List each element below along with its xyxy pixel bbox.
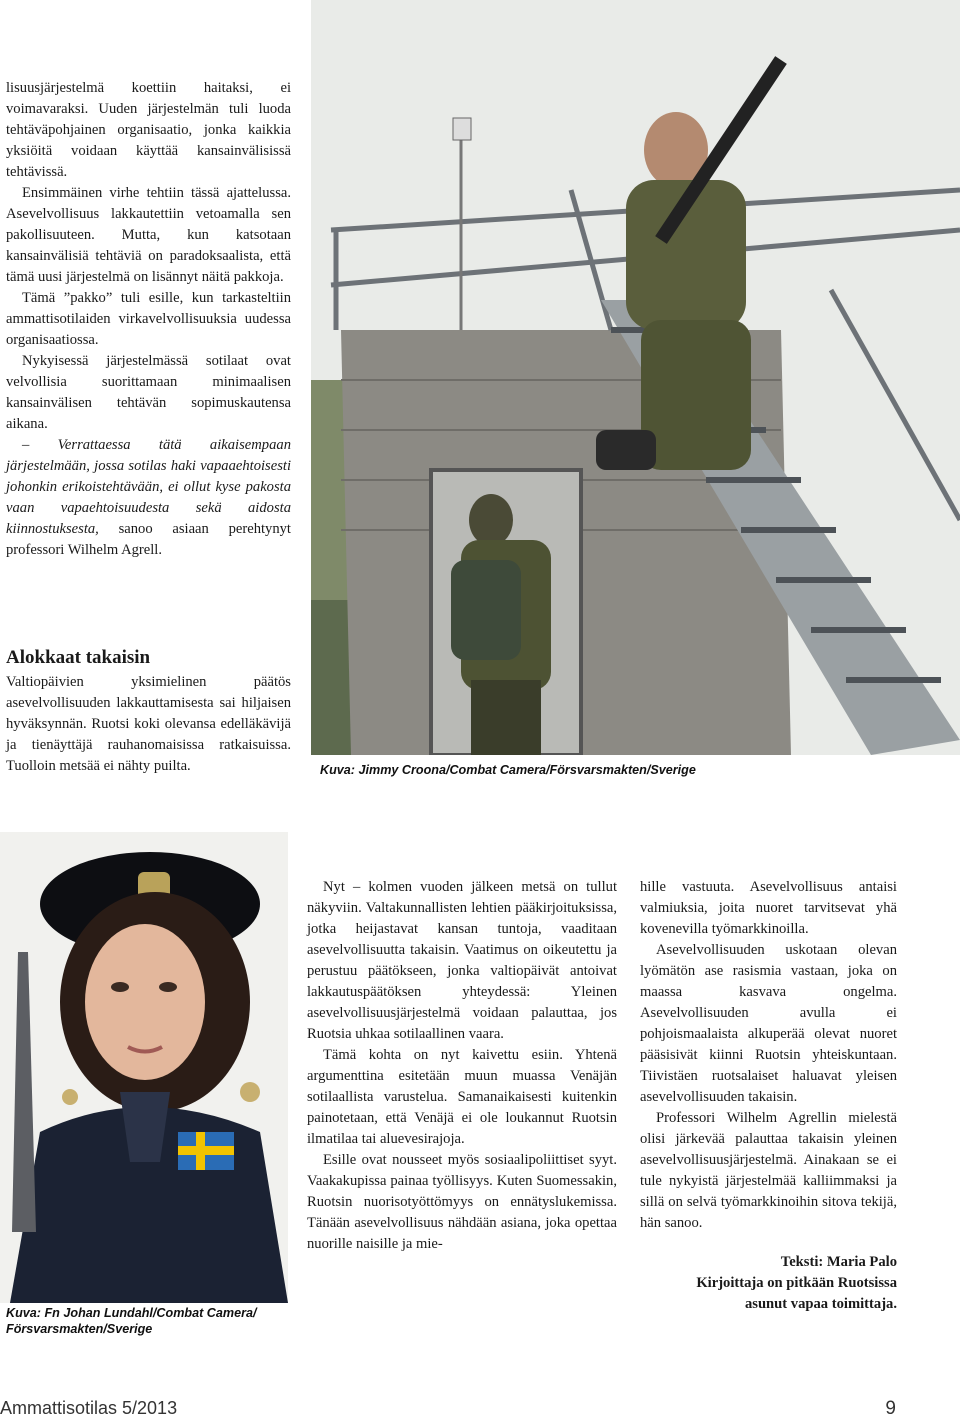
paragraph: hille vastuuta. Asevelvollisuus antaisi valmiuksia, joita nuoret tarvitsevat yhä kovenevilla työmarkkinoilla. bbox=[640, 879, 897, 937]
column-2-text bbox=[307, 877, 617, 1255]
attribution-text: sanoo asiaan perehtynyt professori Wilhelm Agrell. bbox=[6, 521, 291, 558]
publication-footer: Ammattisotilas 5/2013 bbox=[0, 1398, 178, 1418]
photo-credit-2: Kuva: Fn Johan Lundahl/Combat Camera/ Försvarsmakten/Sverige bbox=[6, 1306, 257, 1336]
column-3-text bbox=[640, 877, 897, 1234]
paragraph: Nyt – kolmen vuoden jälkeen metsä on tullut näkyviin. Valtakunnallisten lehtien pääkirjoituksissa, jotka heijastavat kansan tuntoja, vaaditaan asevelvollisuutta takaisin. Vaatimus on oikeutettu ja perustuu päätökseen, jonka valtiopäivät antoivat lakkautuspäätöksen yhteydessä: Yleinen asevelvollisuusjärjestelmä voidaan palauttaa, jos Ruotsia uhkaa sotilaallinen vaara. bbox=[307, 879, 617, 1042]
paragraph: Nykyisessä järjestelmässä sotilaat ovat velvollisia suorittamaan minimaalisen kansainvälisen tehtävän sopimuskautensa aikana. bbox=[6, 353, 291, 432]
page-number: 9 bbox=[885, 1398, 896, 1419]
swedish-flag-icon bbox=[178, 1132, 234, 1170]
subheading-alokkaat: Alokkaat takaisin bbox=[6, 647, 151, 668]
author-signature bbox=[640, 1252, 897, 1315]
soldiers-descending-stairs-photo bbox=[311, 0, 960, 755]
author-note-2: asunut vapaa toimittaja. bbox=[744, 1296, 897, 1312]
column-1-text bbox=[6, 78, 291, 561]
paragraph bbox=[6, 435, 291, 561]
author-note-1: Kirjoittaja on pitkään Ruotsissa bbox=[696, 1275, 897, 1291]
paragraph: Ensimmäinen virhe tehtiin tässä ajattelussa. Asevelvollisuus lakkautettiin vetoamalla sen pakollisuuteen. Mutta, kun katsotaan kansainvälisiä tehtäviä on paradoksaalista, että tämä uusi järjestelmä on lisännyt näitä pakkoja. bbox=[6, 185, 291, 285]
paragraph: Esille ovat nousseet myös sosiaalipoliittiset syyt. Vaakakupissa painaa työllisyys. Kuten Suomessakin, Ruotsin nuorisotyöttömyys on ennätyslukemissa. Tänään asevelvollisuus nähdään asiana, joka opettaa nuorille naisille ja mie- bbox=[307, 1152, 617, 1252]
paragraph: Valtiopäivien yksimielinen päätös asevelvollisuuden lakkauttamisesta sai hiljaisen hyväksynnän. Ruotsi koki olevansa edelläkävijä ja tienäyttäjä rauhanomaisissa ratkaisuissa. Tuolloin metsää ei nähty puilta. bbox=[6, 674, 291, 774]
paragraph: Asevelvollisuuden uskotaan olevan lyömätön ase rasismia vastaan, joka on maassa kasvava ongelma. Asevelvollisuuden avulla ei pohjoismaalaista alkuperää olevat nuoret pääsisivät kiinni Ruotsin yhteiskuntaan. Tiivistäen ruotsalaiset haluavat yleisen asevelvollisuuden takaisin. bbox=[640, 942, 897, 1105]
photo-credit-1: Kuva: Jimmy Croona/Combat Camera/Försvarsmakten/Sverige bbox=[320, 763, 696, 777]
paragraph: lisuusjärjestelmä koettiin haitaksi, ei voimavaraksi. Uuden järjestelmän tuli luoda tehtäväpohjainen organisaatio, jonka kaikkia yksiöitä voidaan käyttää kansainvälisissä tehtävissä. bbox=[6, 80, 291, 180]
paragraph: Professori Wilhelm Agrellin mielestä olisi järkevää palauttaa takaisin yleinen asevelvollisuusjärjestelmä. Ainakaan se ei tule nykyistä järjestelmää kalliimmaksi ja sillä on selvä työmarkkinoihin sitova tekijä, hän sanoo. bbox=[640, 1110, 897, 1231]
female-officer-portrait-photo bbox=[0, 832, 288, 1303]
quoted-text: – Verrattaessa tätä aikaisempaan järjestelmään, jossa sotilas haki vapaaehtoisesti johonkin erikoistehtävään, ei ollut kyse pakosta vaan vapaehtoisuudesta sekä aidosta kiinnostuksesta, bbox=[6, 437, 291, 537]
paragraph: Tämä ”pakko” tuli esille, kun tarkasteltiin ammattisotilaiden virkavelvollisuuksia uudessa organisaatiossa. bbox=[6, 290, 291, 348]
author-name: Teksti: Maria Palo bbox=[780, 1254, 897, 1270]
officer-portrait-photo bbox=[0, 832, 288, 1303]
paragraph: Tämä kohta on nyt kaivettu esiin. Yhtenä argumenttina esitetään muun muassa Venäjän sotilaallista varustelua. Samanaikaisesti kuitenkin painotetaan, että Venäjä ei ole loukannut Ruotsin ilmatilaa tai aluevesirajoja. bbox=[307, 1047, 617, 1147]
column-1-continuation bbox=[6, 672, 291, 777]
soldiers-photo bbox=[311, 0, 960, 755]
